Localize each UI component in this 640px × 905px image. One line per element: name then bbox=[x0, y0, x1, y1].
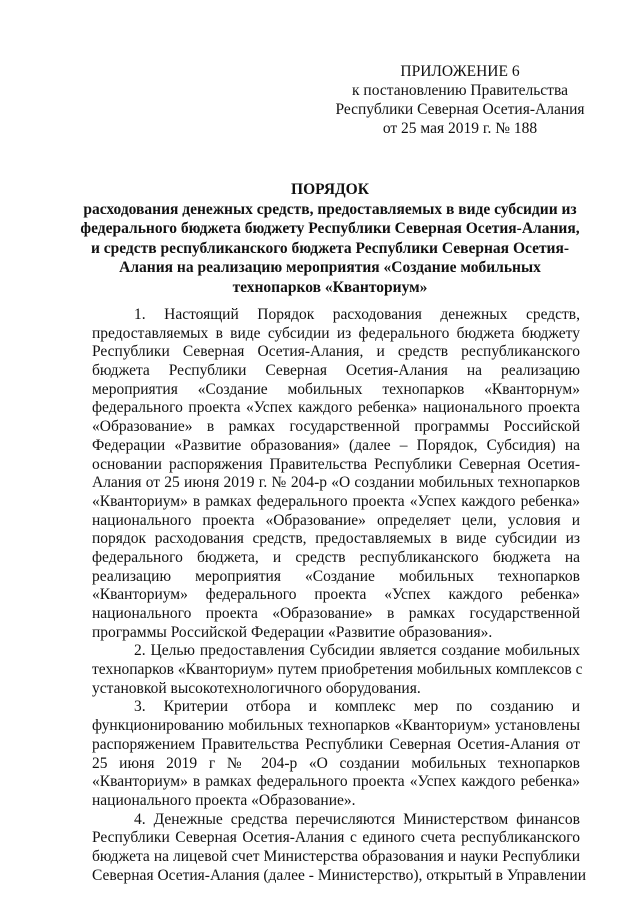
body-line: национального проекта «Образование». bbox=[92, 791, 356, 809]
title-line: федерального бюджета бюджету Республики Северная Осетия-Алания, bbox=[80, 220, 580, 237]
title-line: расходования денежных средств, предоставляемых в виде субсидии из bbox=[83, 200, 577, 218]
body-line: предоставляемых в виде субсидии из федерального бюджета бюджету bbox=[92, 324, 580, 342]
appendix-date: от 25 мая 2019 г. № 188 bbox=[382, 120, 538, 137]
body-line: «Кванториум» в рамках федерального проекта «Успех каждого ребенка» bbox=[92, 773, 580, 791]
body-line: «Кванториум» федерального проекта «Успех каждого ребенка» bbox=[92, 586, 580, 604]
body-line: Северная Осетия-Алания (далее - Министерство), открытый в Управлении bbox=[92, 866, 587, 884]
title-heading: ПОРЯДОК bbox=[291, 181, 369, 198]
body-line: функционированию мобильных технопарков «Кванториум» установлены bbox=[92, 717, 580, 735]
body-line: Федерации «Развитие образования» (далее – Порядок, Субсидия) на bbox=[92, 436, 580, 454]
body-line: распоряжением Правительства Республики Северная Осетия-Алания от bbox=[92, 735, 580, 753]
appendix-republic: Республики Северная Осетия-Алания bbox=[335, 101, 585, 118]
body-line: Республики Северная Осетия-Алания, и средств республиканского bbox=[92, 343, 580, 361]
body-line: 3. Критерии отбора и комплекс мер по созданию и bbox=[134, 698, 580, 716]
body-line: федерального бюджета, и средств республиканского бюджета на bbox=[92, 548, 580, 566]
title-line: и средств республиканского бюджета Республики Северная Осетия- bbox=[90, 239, 570, 257]
body-line: мероприятия «Создание мобильных технопарков «Кванторнум» bbox=[92, 380, 580, 398]
body-line: реализацию мероприятия «Создание мобильных технопарков bbox=[92, 567, 580, 585]
body-line: Республики Северная Осетия-Алания с единого счета республиканского bbox=[92, 829, 580, 847]
appendix-decree-ref: к постановлению Правительства bbox=[352, 82, 568, 99]
body-line: 25 июня 2019 г № 204-р «О создании мобильных технопарков bbox=[92, 754, 580, 772]
body-line: национального проекта «Образование» определяет цели, условия и bbox=[92, 511, 580, 529]
document-title bbox=[80, 180, 580, 297]
body-line: 1. Настоящий Порядок расходования денежных средств, bbox=[134, 306, 580, 323]
document-body bbox=[92, 306, 587, 885]
title-line: Алания на реализацию мероприятия «Создание мобильных bbox=[119, 259, 541, 276]
body-line: порядок расходования средств, предоставляемых в виде субсидии из bbox=[92, 530, 580, 548]
body-line: технопарков «Кванториум» путем приобретения мобильных комплексов с bbox=[92, 661, 583, 679]
body-line: установкой высокотехнологичного оборудования. bbox=[92, 679, 421, 697]
body-line: программы Российской Федерации «Развитие образования». bbox=[92, 623, 493, 641]
appendix-header bbox=[330, 62, 590, 138]
body-line: «Образование» в рамках государственной программы Российской bbox=[92, 418, 580, 436]
title-line: технопарков «Кванториум» bbox=[232, 278, 428, 296]
body-line: Алания от 25 июня 2019 г. № 204-р «О создании мобильных технопарков bbox=[92, 474, 580, 492]
body-line: федерального проекта «Успех каждого ребенка» национального проекта bbox=[92, 399, 580, 417]
body-line: 2. Целью предоставления Субсидии является создание мобильных bbox=[134, 642, 580, 660]
body-line: бюджета на лицевой счет Министерства образования и науки Республики bbox=[92, 847, 580, 865]
body-line: 4. Денежные средства перечисляются Министерством финансов bbox=[134, 810, 580, 828]
body-line: основании распоряжения Правительства Республики Северная Осетия- bbox=[92, 455, 580, 473]
body-line: «Кванториум» в рамках федерального проекта «Успех каждого ребенка» bbox=[92, 492, 580, 510]
appendix-number: ПРИЛОЖЕНИЕ 6 bbox=[400, 63, 520, 80]
body-line: бюджета Республики Северная Осетия-Алания на реализацию bbox=[92, 362, 580, 380]
body-line: национального проекта «Образование» в рамках государственной bbox=[92, 605, 580, 622]
